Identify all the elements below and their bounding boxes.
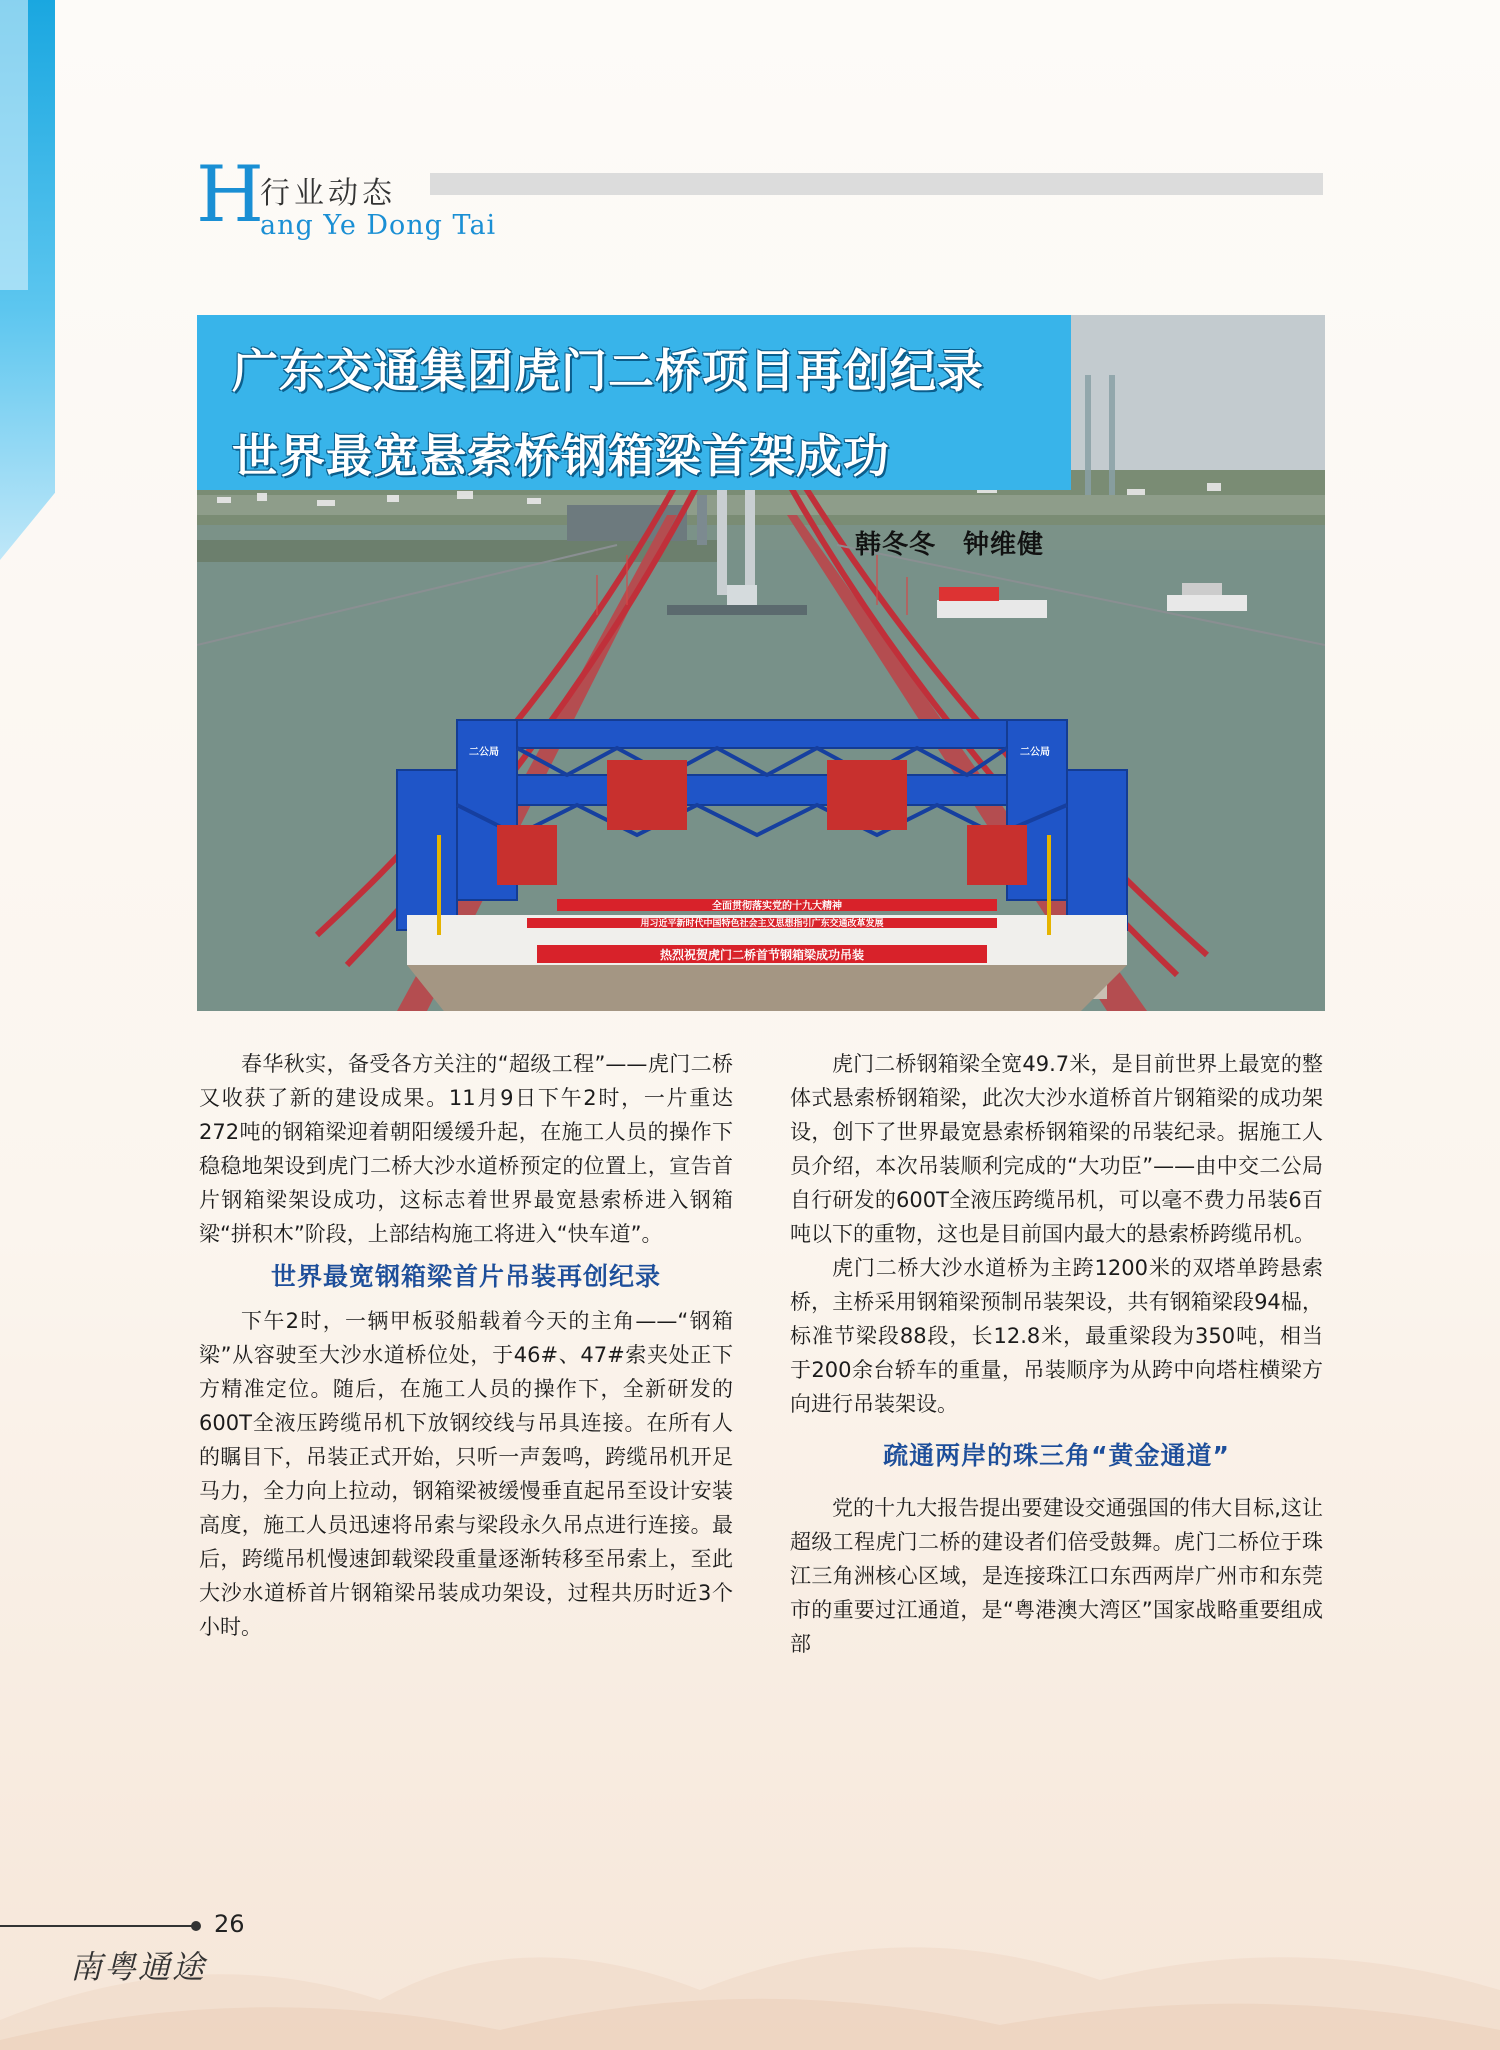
subheading-2: 疏通两岸的珠三角“黄金通道”	[883, 1441, 1230, 1470]
left-column	[199, 1047, 733, 1644]
crane-label-right: 二公局	[1020, 747, 1050, 758]
article-title-line1: 广东交通集团虎门二桥项目再创纪录	[232, 344, 984, 398]
crane-label-left: 二公局	[469, 747, 499, 758]
section-title-cn: 行业动态	[260, 176, 396, 211]
subheading-1: 世界最宽钢箱梁首片吊装再创纪录	[270, 1262, 661, 1291]
left-decor-highlight	[0, 0, 28, 290]
photo-banner-mid: 用习近平新时代中国特色社会主义思想指引广东交通改革发展	[640, 919, 884, 929]
left-paragraph-2: 下午2时，一辆甲板驳船载着今天的主角——“钢箱梁”从容驶至大沙水道桥位处，于46#、47#索夹处正下方精准定位。随后，在施工人员的操作下，全新研发的600T全液压跨缆吊机下放钢绞线与吊具连接。在所有人的瞩目下，吊装正式开始，只听一声轰鸣，跨缆吊机开足马力，全力向上拉动，钢箱梁被缓慢垂直起吊至设计安装高度，施工人员迅速将吊索与梁段永久吊点进行连接。最后，跨缆吊机慢速卸载梁段重量逐渐转移至吊索上，至此大沙水道桥首片钢箱梁吊装成功架设，过程共历时近3个小时。	[199, 1309, 733, 1639]
right-paragraph-1: 虎门二桥钢箱梁全宽49.7米，是目前世界上最宽的整体式悬索桥钢箱梁，此次大沙水道桥首片钢箱梁的成功架设，创下了世界最宽悬索桥钢箱梁的吊装纪录。据施工人员介绍，本次吊装顺利完成的“大功臣”——由中交二公局自行研发的600T全液压跨缆吊机，可以毫不费力吊装6百吨以下的重物，这也是目前国内最大的悬索桥跨缆吊机。	[790, 1052, 1323, 1246]
right-paragraph-2: 虎门二桥大沙水道桥为主跨1200米的双塔单跨悬索桥，主桥采用钢箱梁预制吊装架设，共有钢箱梁段94榀，标准节梁段88段，长12.8米，最重梁段为350吨，相当于200余台轿车的重量，吊装顺序为从跨中向塔柱横梁方向进行吊装架设。	[790, 1256, 1323, 1416]
right-paragraph-3: 党的十九大报告提出要建设交通强国的伟大目标,这让超级工程虎门二桥的建设者们倍受鼓舞。虎门二桥位于珠江三角洲核心区域，是连接珠江口东西两岸广州市和东莞市的重要过江通道，是“粤港澳大湾区”国家战略重要组成部	[790, 1496, 1323, 1656]
photo-banner-top: 全面贯彻落实党的十九大精神	[712, 901, 842, 912]
right-column	[790, 1047, 1323, 1661]
left-paragraph-1: 春华秋实，备受各方关注的“超级工程”——虎门二桥又收获了新的建设成果。11月9日下午2时，一片重达272吨的钢箱梁迎着朝阳缓缓升起，在施工人员的操作下稳稳地架设到虎门二桥大沙水道桥预定的位置上，宣告首片钢箱梁架设成功，这标志着世界最宽悬索桥进入钢箱梁“拼积木”阶段，上部结构施工将进入“快车道”。	[199, 1052, 733, 1246]
section-rule	[430, 173, 1323, 195]
footer-mountains	[0, 1880, 1500, 2050]
footer-dot	[191, 1921, 201, 1931]
footer-line	[0, 1925, 195, 1927]
page-number: 26	[214, 1910, 245, 1938]
magazine-logo: 南粤通途	[70, 1948, 207, 1986]
article-title-line2: 世界最宽悬索桥钢箱梁首架成功	[232, 429, 890, 483]
article-authors: 韩冬冬 钟维健	[855, 530, 1045, 560]
section-title-en: ang Ye Dong Tai	[260, 210, 497, 241]
photo-banner-main: 热烈祝贺虎门二桥首节钢箱梁成功吊装	[659, 948, 865, 962]
section-letter: H	[196, 150, 265, 240]
